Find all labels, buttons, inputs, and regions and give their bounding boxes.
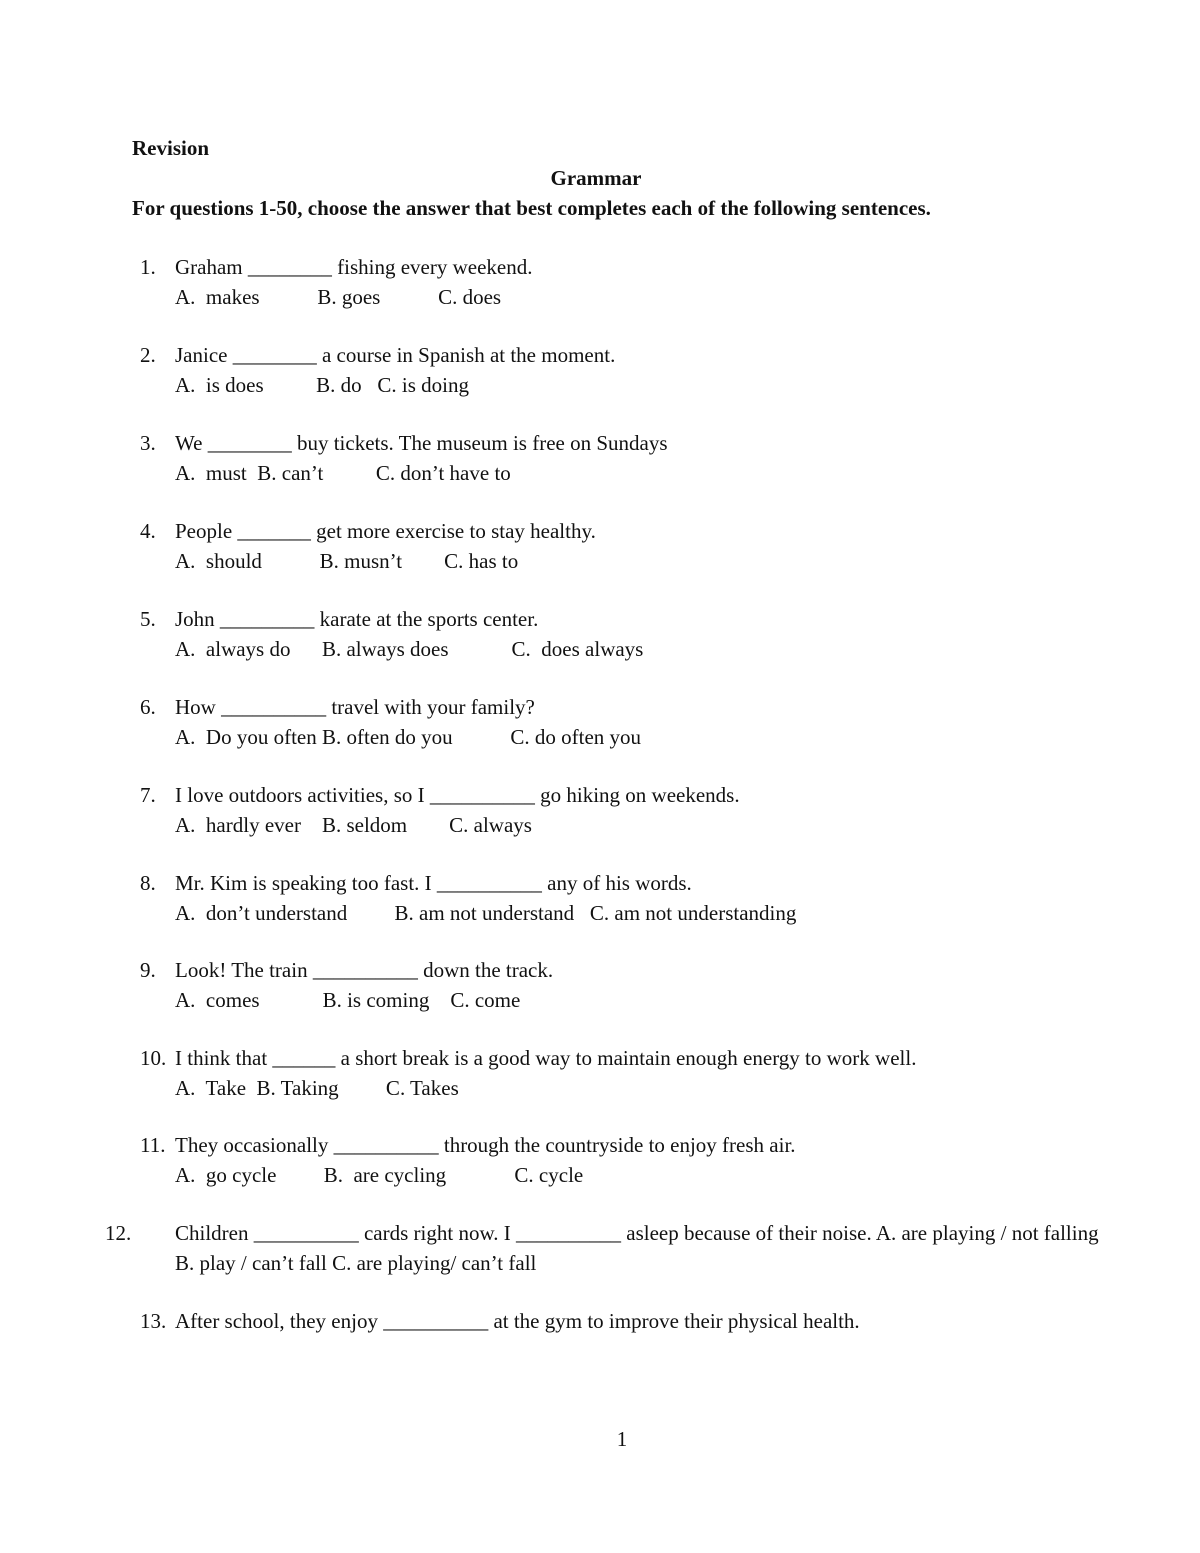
question-number: 1.: [140, 255, 156, 279]
question-number: 6.: [140, 695, 156, 719]
question-options: A. go cycle B. are cycling C. cycle: [175, 1162, 584, 1187]
question-10: [140, 1044, 1120, 1103]
question-number: 7.: [140, 783, 156, 807]
question-12: [105, 1219, 1105, 1278]
question-stem: They occasionally __________ through the countryside to enjoy fresh air.: [175, 1133, 796, 1157]
question-stem: Janice ________ a course in Spanish at the moment.: [175, 343, 616, 367]
question-stem: People _______ get more exercise to stay healthy.: [175, 519, 596, 543]
question-options: A. makes B. goes C. does: [175, 284, 502, 309]
question-9: [140, 956, 1120, 1015]
question-stem: Mr. Kim is speaking too fast. I __________ any of his words.: [175, 871, 692, 895]
question-number: 13.: [140, 1309, 167, 1333]
question-stem: Look! The train __________ down the track.: [175, 958, 554, 982]
question-number: 3.: [140, 431, 156, 455]
question-options: A. Do you often B. often do you C. do often you: [175, 724, 642, 749]
question-number: 4.: [140, 519, 156, 543]
question-options: A. don’t understand B. am not understand C. am not understanding: [175, 900, 797, 925]
question-11: [140, 1131, 1120, 1190]
question-13: [140, 1307, 1120, 1337]
instructions: For questions 1-50, choose the answer that best completes each of the following sentences.: [132, 196, 931, 220]
question-number: 11.: [140, 1133, 166, 1157]
document-heading: Revision: [132, 136, 210, 160]
question-options: A. hardly ever B. seldom C. always: [175, 812, 532, 837]
question-stem: John _________ karate at the sports center.: [175, 607, 539, 631]
question-number: 5.: [140, 607, 156, 631]
question-number: 10.: [140, 1046, 167, 1070]
question-stem: I love outdoors activities, so I __________ go hiking on weekends.: [175, 783, 740, 807]
page-number: 1: [616, 1427, 628, 1451]
question-8: [140, 869, 1120, 928]
question-options: A. Take B. Taking C. Takes: [175, 1075, 459, 1100]
question-6: [140, 693, 1120, 752]
question-1: [140, 253, 1120, 312]
question-2: [140, 341, 1120, 400]
question-stem: Children __________ cards right now. I __________ asleep because of their noise. A. are playing / not falling B. play / can’t fall C. are playing/ can’t fall: [175, 1221, 1099, 1275]
question-7: [140, 781, 1120, 840]
question-number: 9.: [140, 958, 156, 982]
question-stem: After school, they enjoy __________ at the gym to improve their physical health.: [175, 1309, 860, 1333]
question-number: 12.: [105, 1221, 132, 1245]
question-options: A. should B. musn’t C. has to: [175, 548, 519, 573]
question-number: 8.: [140, 871, 156, 895]
question-options: A. comes B. is coming C. come: [175, 987, 521, 1012]
question-options: A. is does B. do C. is doing: [175, 372, 470, 397]
question-4: [140, 517, 1120, 576]
question-options: A. must B. can’t C. don’t have to: [175, 460, 511, 485]
question-3: [140, 429, 1120, 488]
question-stem: How __________ travel with your family?: [175, 695, 535, 719]
question-number: 2.: [140, 343, 156, 367]
question-stem: We ________ buy tickets. The museum is free on Sundays: [175, 431, 668, 455]
question-stem: Graham ________ fishing every weekend.: [175, 255, 533, 279]
question-options: A. always do B. always does C. does always: [175, 636, 644, 661]
question-5: [140, 605, 1120, 664]
section-title: Grammar: [550, 166, 642, 190]
question-stem: I think that ______ a short break is a good way to maintain enough energy to work well.: [175, 1046, 917, 1070]
